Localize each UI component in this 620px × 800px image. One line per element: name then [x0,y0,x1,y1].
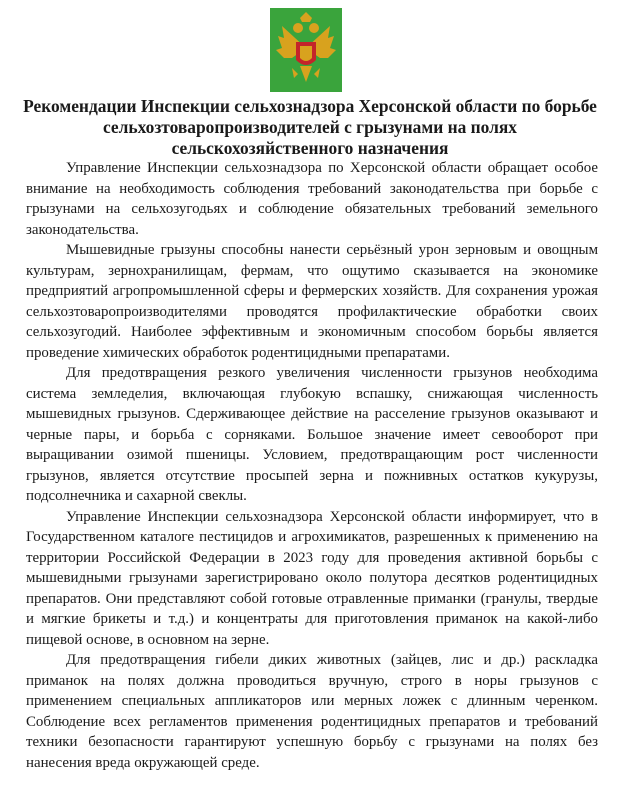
paragraph: Мышевидные грызуны способны нанести серьёзный урон зерновым и овощным культурам, зернохранилищам, фермам, что ощутимо сказывается на экономике предприятий агропромышленной сферы и фермерских хозяйств. Для сохранения урожая сельхозтоваропроизводителями проводятся профилактические обработки своих сельхозугодий. Наиболее эффективным и экономичным способом борьбы является проведение химических обработок родентицидными препаратами. [26,242,598,361]
paragraph: Для предотвращения резкого увеличения численности грызунов необходима система земледелия, включающая глубокую вспашку, снижающая численность мышевидных грызунов. Сдерживающее действие на расселение грызунов оказывают и черные пары, и борьба с сорняками. Большое значение имеет севооборот при выращивании озимой пшеницы. Условием, предотвращающим рост численности грызунов, является отсутствие просыпей зерна и пожнивных остатков кукурузы, подсолнечника и сахарной свеклы. [26,365,598,504]
paragraph: Для предотвращения гибели диких животных (зайцев, лис и др.) раскладка приманок на полях должна проводиться вручную, строго в норы грызунов с применением специальных аппликаторов или мерных ложек с длинным черенком. Соблюдение всех регламентов применения родентицидных препаратов и требований техники безопасности гарантируют успешную борьбу с грызунами на полях без нанесения вреда окружающей среде. [26,652,598,771]
document-title: Рекомендации Инспекции сельхознадзора Херсонской области по борьбе сельхозтоваропроизводителей с грызунами на полях сельскохозяйственного назначения [23,96,597,158]
paragraph: Управление Инспекции сельхознадзора Херсонской области информирует, что в Государственном каталоге пестицидов и агрохимикатов, разрешенных к применению на территории Российской Федерации в 2023 году для проведения активной борьбы с мышевидными грызунами зарегистрировано около полутора десятков родентицидных препаратов. Они представляют собой готовые отравленные приманки (гранулы, твердые и мягкие брикеты и т.д.) и концентраты для приготовления приманок на какой-либо пищевой основе, в основном на зерне. [26,508,598,648]
document-body [26,158,598,773]
coat-of-arms-emblem [270,8,342,92]
paragraph: Управление Инспекции сельхознадзора по Херсонской области обращает особое внимание на необходимость соблюдения требований законодательства при борьбе с грызунами на сельхозугодьях и соблюдение обязательных требований земельного законодательства. [26,160,598,238]
emblem-graphic [270,8,342,92]
